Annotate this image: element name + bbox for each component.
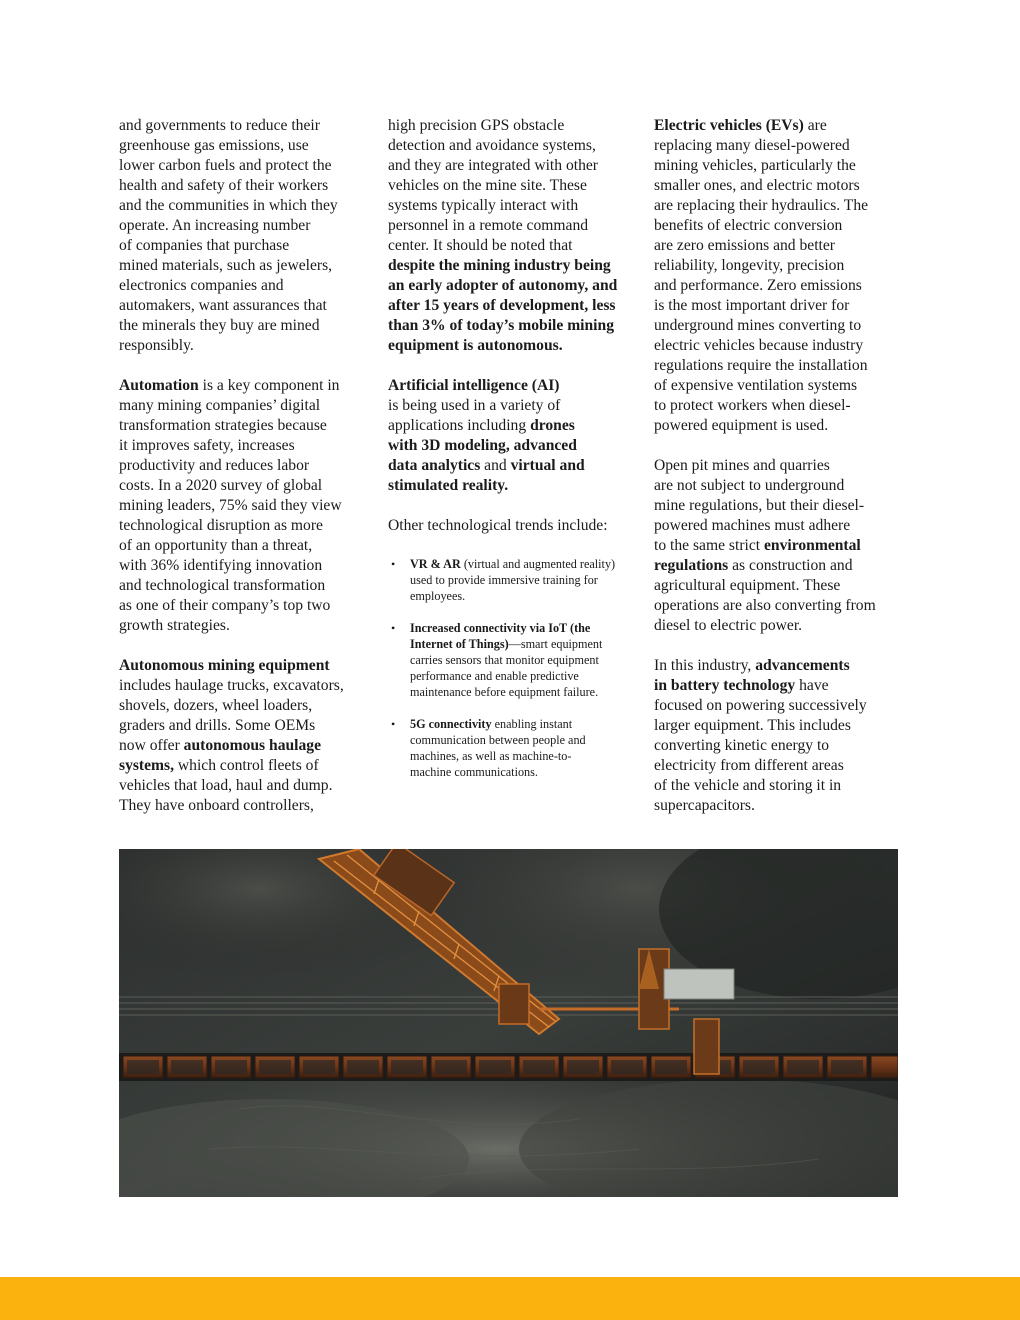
list-item [388,716,638,780]
text-fragment: enabling instant [491,717,573,731]
text-line: machines, as well as machine-to- [410,749,572,763]
text-line: electric vehicles because industry [654,337,864,354]
term-battery-technology: in battery technology [654,677,796,694]
text-line: detection and avoidance systems, [388,137,596,154]
text-fragment: have [795,677,829,694]
text-line: is being used in a variety of [388,397,561,414]
text-line: mining vehicles, particularly the [654,157,856,174]
text-line [410,636,638,652]
text-fragment: (virtual and augmented reality) [460,557,616,571]
term-systems: systems, [119,757,175,774]
text-line: responsibly. [119,337,194,354]
text-line: to protect workers when diesel- [654,397,851,414]
text-line: underground mines converting to [654,317,862,334]
text-fragment: are [803,117,827,134]
text-line [119,756,371,776]
term-vr-ar: VR & AR [410,557,461,571]
text-line: supercapacitors. [654,797,755,814]
text-line [388,376,638,396]
text-fragment: applications including [388,417,531,434]
term-5g: 5G connectivity [410,717,492,731]
text-line: operations are also converting from [654,597,876,614]
text-line: diesel to electric power. [654,617,803,634]
text-line: vehicles on the mine site. These [388,177,587,194]
paragraph-open-pit [654,456,906,636]
text-line: of the vehicle and storing it in [654,777,842,794]
text-line: performance and enable predictive [410,669,579,683]
trends-list [388,556,638,780]
text-line: and technological transformation [119,577,326,594]
text-line: technological disruption as more [119,517,323,534]
text-line: mining leaders, 75% said they view [119,497,342,514]
text-line: electricity from different areas [654,757,844,774]
text-line: used to provide immersive training for [410,573,598,587]
text-line [654,676,906,696]
text-line: operate. An increasing number [119,217,311,234]
text-line: larger equipment. This includes [654,717,851,734]
text-fragment: which control fleets of [174,757,319,774]
text-line [388,416,638,436]
bold-text-line: • Increased connectivity via IoT (the [410,621,591,635]
paragraph-ai [388,376,638,496]
text-line: smaller ones, and electric motors [654,177,860,194]
text-line: automakers, want assurances that [119,297,327,314]
bold-text-line: with 3D modeling, advanced [388,437,577,454]
text-line: are not subject to underground [654,477,845,494]
text-line: high precision GPS obstacle [388,117,565,134]
column-3 [654,116,906,836]
term-iot: Internet of Things) [410,637,509,651]
text-line: many mining companies’ digital [119,397,321,414]
term-automation: Automation [119,377,199,394]
text-line: is the most important driver for [654,297,850,314]
text-line: of an opportunity than a threat, [119,537,313,554]
paragraph-electric-vehicles [654,116,906,436]
text-line: as one of their company’s top two [119,597,331,614]
text-line: with 36% identifying innovation [119,557,323,574]
term-advancements: advancements [755,657,850,674]
mining-aerial-photo [119,849,898,1197]
text-line: graders and drills. Some OEMs [119,717,316,734]
text-line: regulations require the installation [654,357,868,374]
text-line [119,736,371,756]
column-2 [388,116,638,796]
text-line: personnel in a remote command [388,217,589,234]
text-line: of companies that purchase [119,237,290,254]
term-virtual: virtual and [510,457,585,474]
text-line [410,716,638,732]
text-line: carries sensors that monitor equipment [410,653,599,667]
text-line: replacing many diesel-powered [654,137,850,154]
bold-text-line: an early adopter of autonomy, and [388,277,618,294]
text-line [654,656,906,676]
text-line: health and safety of their workers [119,177,329,194]
text-line: electronics companies and [119,277,284,294]
text-line: center. It should be noted that [388,237,573,254]
text-line: converting kinetic energy to [654,737,830,754]
text-line [410,556,638,572]
bold-text-line: equipment is autonomous. [388,337,563,354]
text-line: vehicles that load, haul and dump. [119,777,333,794]
term-autonomous-mining-equipment: Autonomous mining equipment [119,657,330,674]
text-line: They have onboard controllers, [119,797,314,814]
text-line [119,656,371,676]
paragraph-other-trends [388,516,638,536]
text-fragment: to the same strict [654,537,764,554]
bold-text-line: than 3% of today’s mobile mining [388,317,614,334]
term-regulations: regulations [654,557,729,574]
text-line: reliability, longevity, precision [654,257,845,274]
text-fragment: In this industry, [654,657,756,674]
text-line: powered machines must adhere [654,517,851,534]
text-line [654,116,906,136]
text-line: and they are integrated with other [388,157,598,174]
text-line: powered equipment is used. [654,417,829,434]
list-item [388,556,638,604]
text-line: benefits of electric conversion [654,217,843,234]
text-line: focused on powering successively [654,697,867,714]
term-electric-vehicles: Electric vehicles (EVs) [654,117,804,134]
text-line: and governments to reduce their [119,117,320,134]
text-line: productivity and reduces labor [119,457,310,474]
term-drones: drones [530,417,575,434]
text-line: lower carbon fuels and protect the [119,157,332,174]
text-line: are replacing their hydraulics. The [654,197,869,214]
bold-text-line: despite the mining industry being [388,257,611,274]
paragraph-autonomous-equipment [119,656,371,816]
text-line: agricultural equipment. These [654,577,841,594]
text-fragment: and [480,457,511,474]
text-line [654,556,906,576]
text-line: it improves safety, increases [119,437,295,454]
text-line: maintenance before equipment failure. [410,685,599,699]
text-line: Open pit mines and quarries [654,457,830,474]
text-line: the minerals they buy are mined [119,317,320,334]
text-line: systems typically interact with [388,197,579,214]
term-data-analytics: data analytics [388,457,481,474]
text-line: shovels, dozers, wheel loaders, [119,697,313,714]
text-line: and the communities in which they [119,197,338,214]
paragraph-governments [119,116,371,356]
text-fragment: now offer [119,737,184,754]
paragraph-battery [654,656,906,816]
paragraph-gps [388,116,638,356]
text-fragment: is a key component in [198,377,340,394]
term-ai: Artificial intelligence (AI) [388,377,560,394]
text-line: and performance. Zero emissions [654,277,862,294]
text-fragment: as construction and [728,557,853,574]
text-line: greenhouse gas emissions, use [119,137,309,154]
text-line [119,376,371,396]
text-line: mine regulations, but their diesel- [654,497,865,514]
text-fragment: —smart equipment [508,637,603,651]
footer-accent-bar [0,1277,1020,1320]
bold-text-line: after 15 years of development, less [388,297,616,314]
text-line: communication between people and [410,733,586,747]
paragraph-automation [119,376,371,636]
text-line: costs. In a 2020 survey of global [119,477,323,494]
text-line: includes haulage trucks, excavators, [119,677,344,694]
text-line: machine communications. [410,765,538,779]
term-environmental: environmental [764,537,861,554]
text-line: Other technological trends include: [388,517,608,534]
text-line: transformation strategies because [119,417,327,434]
bold-text-line: stimulated reality. [388,477,509,494]
term-autonomous-haulage: autonomous haulage [183,737,322,754]
text-line: employees. [410,589,466,603]
text-line: are zero emissions and better [654,237,835,254]
text-line [654,536,906,556]
text-line: growth strategies. [119,617,230,634]
text-line: mined materials, such as jewelers, [119,257,333,274]
text-line [388,456,638,476]
text-line: of expensive ventilation systems [654,377,858,394]
column-1 [119,116,371,836]
list-item [388,620,638,700]
